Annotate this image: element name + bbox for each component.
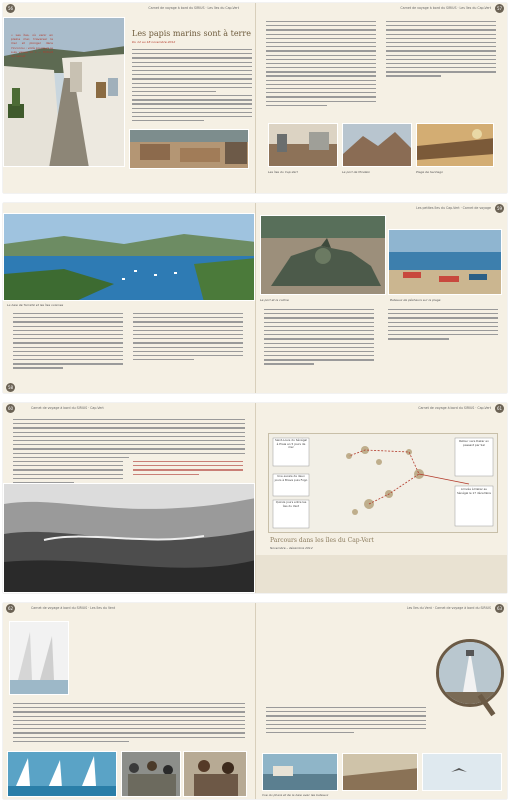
bay-photo: [3, 213, 255, 301]
running-header: Les petites îles du Cap-Vert · Carnet de voyage: [416, 206, 491, 210]
body-text: [13, 419, 245, 461]
caption: Bateaux de pêcheurs sur la plage: [390, 298, 441, 302]
page-number: 60: [7, 406, 14, 411]
page-57: [255, 3, 507, 193]
sidebar-quote: « Les îles, où venir en pleine mer, traverser la mer et plonger dans l'inconnu ; voilà pourquoi je suis venue ici » — Extrait du carnet: [11, 33, 53, 59]
caption: La baie de Tarrafal et les îles voisines: [7, 303, 64, 307]
page-number: 62: [7, 606, 14, 611]
regatta-photo: [7, 751, 117, 797]
page-60: [3, 403, 255, 593]
caption: Le port de Mindelo: [342, 170, 371, 174]
page-number: 57: [496, 6, 503, 11]
map-note: Une escale de deux jours à Brava puis Fogo: [274, 474, 308, 482]
page-59: [255, 203, 507, 393]
magnifier-frame: [436, 639, 504, 707]
running-header: Carnet de voyage à bord du SIRIUS · Les îles du Vent: [31, 606, 116, 610]
running-header: Les îles du Vent · Carnet de voyage à bord du SIRIUS: [406, 606, 491, 610]
map-title: Parcours dans les îles du Cap-Vert: [270, 537, 374, 544]
body-text-col2: [386, 21, 496, 80]
magazine-spread-1: [3, 3, 507, 193]
mountain-photo: [342, 123, 412, 167]
page-56: [3, 3, 255, 193]
crowd-photo: [121, 751, 181, 797]
sky-photo: [422, 753, 502, 791]
magazine-spread-3: [3, 403, 507, 593]
map-note: Quinze jours entre les îles du Vent: [275, 500, 307, 508]
page-number: 58: [7, 385, 14, 390]
map-note: Arrivée à Dakar au Sénégal le 17 décembre: [456, 487, 492, 495]
body-text: [13, 703, 245, 745]
sailboats-photo: [9, 621, 69, 695]
caption: Les îles du Cap-Vert: [268, 170, 298, 174]
boats-photo: [388, 229, 502, 295]
harbour-photo: [268, 123, 338, 167]
body-text: [132, 49, 252, 124]
page-number: 61: [496, 406, 503, 411]
body-text-col1: [266, 21, 376, 109]
rooftop-photo: [129, 129, 249, 169]
caption: Le port et la colline: [260, 298, 289, 302]
sidebar-note: [133, 461, 243, 478]
running-header: Carnet de voyage à bord du SIRIUS · Les îles du Cap-Vert: [400, 6, 491, 10]
page-number: 56: [7, 6, 14, 11]
body-text-col2: [388, 309, 498, 343]
running-header: Carnet de voyage à bord du SIRIUS · Les îles du Cap-Vert: [148, 6, 239, 10]
body-text-col2: [133, 313, 243, 363]
magazine-spread-2: [3, 203, 507, 393]
beach-photo: [416, 123, 494, 167]
page-61: [255, 403, 507, 593]
body-text-col1: [13, 313, 123, 372]
harbour-small-photo: [262, 753, 338, 791]
map-note: Saint-Louis du Sénégal à Praia en 5 jours de mer: [275, 438, 307, 450]
iguana-photo: [260, 215, 386, 295]
page-63: [255, 603, 507, 799]
caption: Plage de Santiago: [416, 170, 444, 174]
map-box: [268, 433, 498, 533]
page-58: [3, 203, 255, 393]
coast-photo: [342, 753, 418, 791]
running-header: Carnet de voyage à bord du SIRIUS · Cap-Vert: [31, 406, 104, 410]
page-number: 63: [496, 606, 503, 611]
article-title: Les papis marins sont à terre: [132, 29, 251, 38]
map-subtitle: Novembre – décembre 2012: [270, 546, 313, 550]
magazine-spread-4: [3, 603, 507, 799]
caption: Vue du phare et de la baie avec les bateaux: [262, 793, 329, 797]
body-text-col1: [264, 309, 374, 368]
article-subtitle: Du 12 au 18 novembre 2012: [132, 40, 176, 44]
wave-photo: [3, 483, 255, 593]
page-62: [3, 603, 255, 799]
body-text: [266, 707, 426, 736]
footer-band: [256, 555, 507, 593]
running-header: Carnet de voyage à bord du SIRIUS · Cap-Vert: [418, 406, 491, 410]
people-photo: [183, 751, 247, 797]
map-note: Retour vers Dakar en passant par Sal: [459, 439, 489, 447]
page-number: 59: [496, 206, 503, 211]
